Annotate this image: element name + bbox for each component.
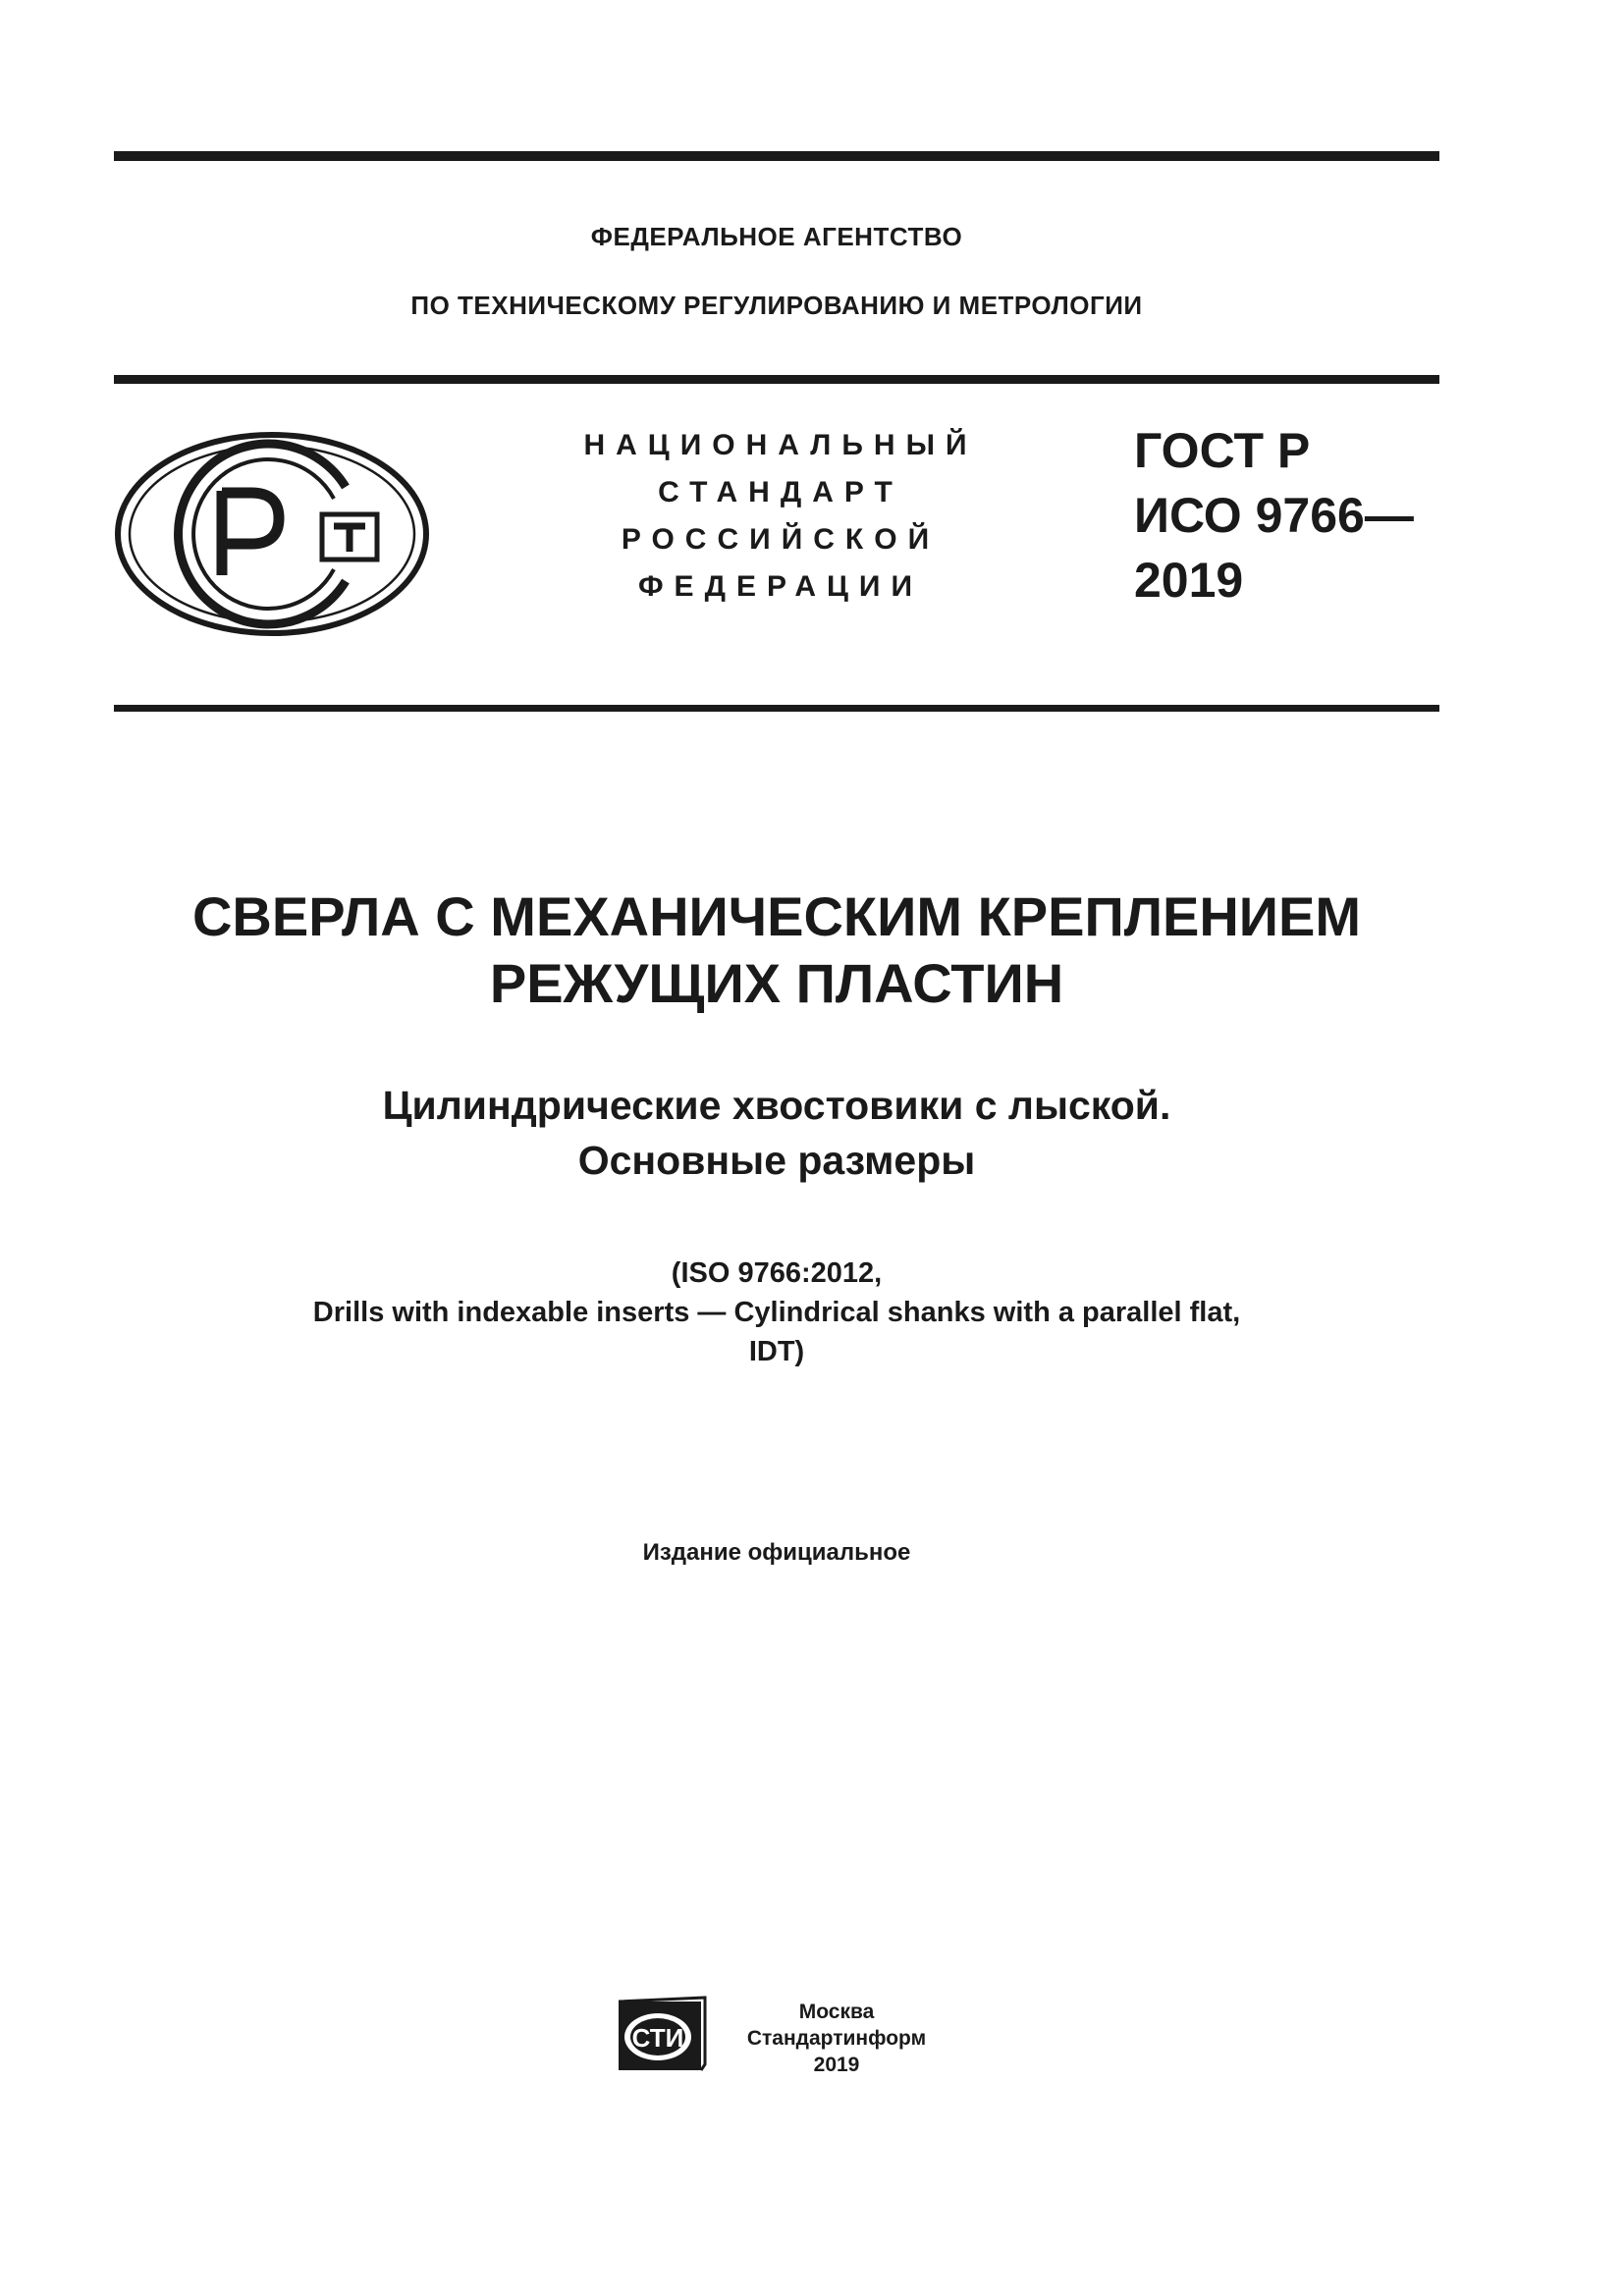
iso-reference xyxy=(114,1254,1439,1371)
header-rule xyxy=(114,375,1439,384)
publisher-info xyxy=(719,1999,954,2078)
publisher-year: 2019 xyxy=(813,2054,860,2076)
top-rule xyxy=(114,151,1439,161)
iso-reference-line-3: IDT) xyxy=(748,1336,805,1367)
svg-text:СТИ: СТИ xyxy=(631,2023,684,2053)
middle-rule xyxy=(114,705,1439,712)
title-line-1: СВЕРЛА С МЕХАНИЧЕСКИМ КРЕПЛЕНИЕМ xyxy=(191,885,1362,947)
rst-logo xyxy=(114,430,434,640)
iso-reference-line-1: (ISO 9766:2012, xyxy=(671,1257,883,1289)
document-title xyxy=(114,883,1439,1017)
title-line-2: РЕЖУЩИХ ПЛАСТИН xyxy=(489,952,1064,1014)
publisher-name: Стандартинформ xyxy=(746,2027,927,2050)
publisher-logo xyxy=(615,1994,709,2074)
national-standard-label xyxy=(550,422,1011,611)
designation-line-2: ИСО 9766— xyxy=(1134,488,1414,543)
agency-line-2: ПО ТЕХНИЧЕСКОМУ РЕГУЛИРОВАНИЮ И МЕТРОЛОГИИ xyxy=(410,291,1143,320)
publisher-city: Москва xyxy=(798,2001,875,2023)
subtitle-line-1: Цилиндрические хвостовики с лыской. xyxy=(382,1083,1171,1128)
iso-reference-line-2: Drills with indexable inserts — Cylindrical shanks with a parallel flat, xyxy=(312,1297,1241,1328)
designation-line-3: 2019 xyxy=(1134,553,1244,608)
national-standard-line-4: ФЕДЕРАЦИИ xyxy=(637,570,924,603)
national-standard-line-2: СТАНДАРТ xyxy=(658,476,903,508)
subtitle-line-2: Основные размеры xyxy=(577,1138,976,1183)
national-standard-line-3: РОССИЙСКОЙ xyxy=(621,523,941,556)
document-subtitle xyxy=(114,1078,1439,1188)
designation-line-1: ГОСТ Р xyxy=(1134,423,1311,478)
agency-line-1: ФЕДЕРАЛЬНОЕ АГЕНТСТВО xyxy=(590,222,963,251)
edition-label: Издание официальное xyxy=(642,1539,911,1566)
standard-designation xyxy=(1134,418,1458,613)
national-standard-line-1: НАЦИОНАЛЬНЫЙ xyxy=(583,429,978,461)
